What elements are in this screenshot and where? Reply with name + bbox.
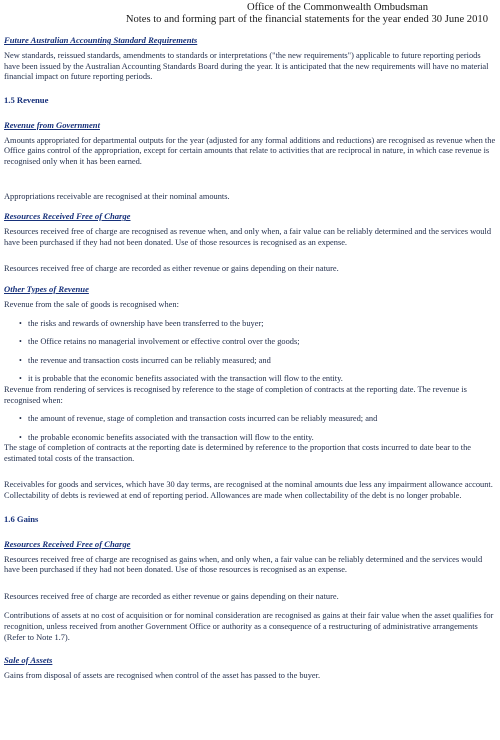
other-revenue-heading: Other Types of Revenue (4, 283, 89, 294)
revenue-from-government-paragraph: Amounts appropriated for departmental outputs for the year (adjusted for any formal additions and reductions) are recognised as revenue when the Office gains control of the appropriation, except for certain amounts that relate to activities that are reciprocal in nature, in which case revenue is recognised only when it has been earned. (4, 135, 496, 166)
future-aas-paragraph: New standards, reissued standards, amendments to standards or interpretations ("the new requirements") applicable to future reporting periods have been issued by the Australian Accounting Standards Board during the year. It is anticipated that the new requirements will have no material financial impact on future reporting periods. (4, 51, 489, 82)
sale-of-goods-intro: Revenue from the sale of goods is recognised when: (4, 299, 179, 309)
future-aas-heading: Future Australian Accounting Standard Requirements (4, 35, 198, 45)
sale-of-goods-list (4, 319, 496, 385)
document-title: Notes to and forming part of the financial statements for the year ended 30 June 2010 (125, 14, 488, 25)
rendering-services-list (4, 414, 496, 443)
contributions-paragraph: Contributions of assets at no cost of acquisition or for nominal consideration are recognised as gains at their fair value when the asset qualifies for recognition, unless received from another Government Office or authority as a consequence of a restructuring of administrative arrangements (Refer to Note 1.7). (4, 611, 494, 642)
revenue-rrfc-paragraph-2: Resources received free of charge are recorded as either revenue or gains depending on their nature. (4, 264, 339, 274)
stage-of-completion-paragraph: The stage of completion of contracts at the reporting date is determined by reference to the proportion that costs incurred to date bear to the estimated total costs of the transaction. (4, 443, 471, 463)
list-item: • it is probable that the economic benefits associated with the transaction will flow to the entity. (19, 374, 343, 384)
list-item: • the Office retains no managerial involvement or effective control over the goods; (19, 337, 300, 347)
list-item: • the probable economic benefits associated with the transaction will flow to the entity. (19, 432, 314, 442)
revenue-section-heading: 1.5 Revenue (4, 94, 49, 105)
document-header (4, 2, 496, 26)
revenue-rrfc-paragraph-1: Resources received free of charge are recognised as revenue when, and only when, a fair value can be reliably determined and the services would have been purchased if they had not been donated. Use of those resources is recognised as an expense. (4, 227, 492, 247)
appropriations-paragraph: Appropriations receivable are recognised at their nominal amounts. (4, 191, 230, 201)
list-item: • the amount of revenue, stage of completion and transaction costs incurred can be reliably measured; and (19, 414, 378, 424)
revenue-from-government-heading: Revenue from Government (4, 119, 100, 130)
gains-rrfc-paragraph-2: Resources received free of charge are recorded as either revenue or gains depending on their nature. (4, 591, 339, 601)
document-page (4, 2, 496, 682)
sale-of-assets-paragraph: Gains from disposal of assets are recognised when control of the asset has passed to the buyer. (4, 671, 321, 681)
gains-rrfc-paragraph-1: Resources received free of charge are recognised as gains when, and only when, a fair value can be reliably determined and the services would have been purchased if they had not been donated. Use of those resources is recognised as an expense. (4, 554, 483, 575)
gains-section-heading: 1.6 Gains (4, 513, 39, 524)
revenue-rrfc-heading: Resources Received Free of Charge (4, 211, 131, 222)
receivables-paragraph: Receivables for goods and services, which have 30 day terms, are recognised at the nominal amounts due less any impairment allowance account. Collectability of debts is reviewed at end of reporting period. Allowances are made when collectability of the debt is no longer probable. (4, 480, 493, 501)
organisation-name: Office of the Commonwealth Ombudsman (246, 2, 428, 13)
sale-of-assets-heading: Sale of Assets (4, 655, 53, 666)
rendering-services-paragraph: Revenue from rendering of services is recognised by reference to the stage of completion of contracts at the reporting date. The revenue is recognised when: (4, 384, 467, 405)
list-item: • the risks and rewards of ownership have been transferred to the buyer; (19, 318, 264, 328)
gains-rrfc-heading: Resources Received Free of Charge (4, 538, 131, 549)
list-item: • the revenue and transaction costs incurred can be reliably measured; and (19, 355, 271, 365)
